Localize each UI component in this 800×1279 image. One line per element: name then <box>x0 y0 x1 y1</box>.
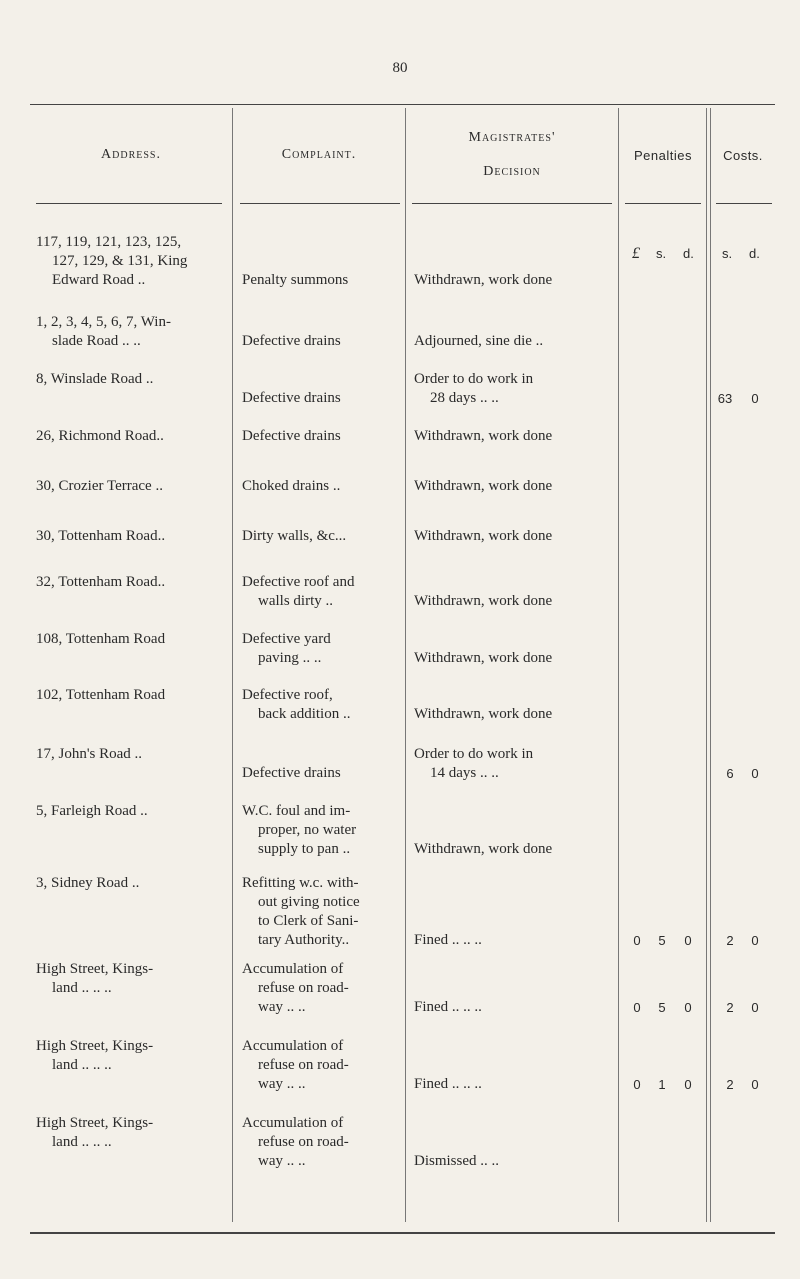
header-rule <box>36 203 222 204</box>
address-cell-line: 32, Tottenham Road.. <box>36 574 166 590</box>
complaint-cell-line: Choked drains .. <box>242 478 341 494</box>
complaint-cell-line: Dirty walls, &c... <box>242 528 347 544</box>
unit-shilling: s. <box>656 246 667 261</box>
complaint-cell <box>242 427 404 446</box>
complaint-cell-line: Defective drains <box>242 765 341 781</box>
decision-cell-line: Withdrawn, work done <box>414 272 553 288</box>
decision-cell <box>414 1152 614 1171</box>
costs-pence: 0 <box>751 391 759 406</box>
address-cell-line: 1, 2, 3, 4, 5, 6, 7, Win- <box>36 314 171 330</box>
address-cell <box>36 573 232 592</box>
address-cell <box>36 874 232 893</box>
complaint-cell-line: back addition .. <box>258 706 351 722</box>
header-decision-line1: Magistrates' <box>468 130 556 145</box>
decision-cell-line: Order to do work in <box>414 371 534 387</box>
decision-cell-line: 14 days .. .. <box>430 765 499 781</box>
address-cell-line: slade Road .. .. <box>52 333 141 349</box>
complaint-cell <box>242 477 404 496</box>
complaint-cell-line: Defective roof and <box>242 574 355 590</box>
address-cell-line: 8, Winslade Road .. <box>36 371 154 387</box>
decision-cell <box>414 427 614 446</box>
complaint-cell-line: Accumulation of <box>242 1115 344 1131</box>
decision-cell-line: Fined .. .. .. <box>414 932 482 948</box>
complaint-cell <box>242 389 404 408</box>
header-costs: Costs. <box>723 148 763 163</box>
decision-cell <box>414 332 614 351</box>
decision-cell <box>414 998 614 1017</box>
decision-cell-line: Withdrawn, work done <box>414 841 553 857</box>
header-decision-line2: Decision <box>483 164 541 179</box>
penalty-pence: 0 <box>684 1000 692 1015</box>
decision-cell <box>414 1075 614 1094</box>
complaint-cell-line: Defective roof, <box>242 687 333 703</box>
complaint-cell <box>242 573 404 611</box>
address-cell <box>36 630 232 649</box>
decision-cell-line: Dismissed .. .. <box>414 1153 500 1169</box>
unit-pound: £ <box>632 245 640 262</box>
address-cell-line: High Street, Kings- <box>36 1115 154 1131</box>
table-top-rule <box>30 104 775 105</box>
complaint-cell-line: W.C. foul and im- <box>242 803 351 819</box>
column-divider <box>232 108 233 1222</box>
complaint-cell-line: tary Authority.. <box>258 932 350 948</box>
address-cell <box>36 745 232 764</box>
decision-cell-line: Withdrawn, work done <box>414 706 553 722</box>
header-rule <box>716 203 772 204</box>
complaint-cell-line: Defective drains <box>242 428 341 444</box>
decision-cell <box>414 370 614 408</box>
header-complaint: Complaint. <box>281 147 357 162</box>
decision-cell <box>414 527 614 546</box>
complaint-cell <box>242 271 404 290</box>
penalty-shillings: 5 <box>658 1000 666 1015</box>
decision-cell-line: 28 days .. .. <box>430 390 499 406</box>
costs-pence: 0 <box>751 933 759 948</box>
penalty-shillings: 1 <box>658 1077 666 1092</box>
penalty-pounds: 0 <box>633 1000 641 1015</box>
column-divider <box>710 108 711 1222</box>
penalty-pence: 0 <box>684 1077 692 1092</box>
complaint-cell-line: Defective drains <box>242 333 341 349</box>
decision-cell <box>414 931 614 950</box>
header-rule <box>240 203 400 204</box>
costs-shillings: 63 <box>717 391 733 406</box>
complaint-cell <box>242 1114 404 1171</box>
address-cell-line: 3, Sidney Road .. <box>36 875 140 891</box>
page-number: 80 <box>392 60 408 76</box>
address-cell <box>36 1114 232 1152</box>
complaint-cell-line: refuse on road- <box>258 980 349 996</box>
complaint-cell <box>242 527 404 546</box>
header-rule <box>412 203 612 204</box>
table-bottom-rule <box>30 1232 775 1234</box>
complaint-cell-line: out giving notice <box>258 894 360 910</box>
decision-cell <box>414 840 614 859</box>
complaint-cell-line: refuse on road- <box>258 1134 349 1150</box>
unit-costs-pence: d. <box>749 246 760 261</box>
decision-cell <box>414 649 614 668</box>
complaint-cell-line: Accumulation of <box>242 1038 344 1054</box>
address-cell-line: land .. .. .. <box>52 1134 112 1150</box>
complaint-cell-line: way .. .. <box>258 1076 306 1092</box>
costs-pence: 0 <box>751 1077 759 1092</box>
address-cell <box>36 427 232 446</box>
complaint-cell-line: Defective drains <box>242 390 341 406</box>
address-cell <box>36 527 232 546</box>
complaint-cell <box>242 874 404 950</box>
decision-cell <box>414 271 614 290</box>
decision-cell-line: Withdrawn, work done <box>414 528 553 544</box>
penalty-shillings: 5 <box>658 933 666 948</box>
unit-pence: d. <box>683 246 694 261</box>
decision-cell-line: Order to do work in <box>414 746 534 762</box>
decision-cell-line: Fined .. .. .. <box>414 999 482 1015</box>
complaint-cell-line: Accumulation of <box>242 961 344 977</box>
penalty-pence: 0 <box>684 933 692 948</box>
address-cell-line: 30, Tottenham Road.. <box>36 528 166 544</box>
complaint-cell-line: paving .. .. <box>258 650 322 666</box>
address-cell-line: 26, Richmond Road.. <box>36 428 164 444</box>
decision-cell-line: Adjourned, sine die .. <box>414 333 544 349</box>
costs-pence: 0 <box>751 1000 759 1015</box>
complaint-cell-line: to Clerk of Sani- <box>258 913 359 929</box>
complaint-cell-line: supply to pan .. <box>258 841 351 857</box>
penalty-pounds: 0 <box>633 933 641 948</box>
header-rule <box>625 203 701 204</box>
decision-cell <box>414 705 614 724</box>
costs-shillings: 6 <box>726 766 734 781</box>
address-cell-line: land .. .. .. <box>52 980 112 996</box>
complaint-cell-line: Refitting w.c. with- <box>242 875 359 891</box>
complaint-cell-line: proper, no water <box>258 822 357 838</box>
decision-cell-line: Withdrawn, work done <box>414 650 553 666</box>
complaint-cell <box>242 686 404 724</box>
decision-cell-line: Withdrawn, work done <box>414 478 553 494</box>
costs-pence: 0 <box>751 766 759 781</box>
address-cell-line: 30, Crozier Terrace .. <box>36 478 163 494</box>
header-address: Address. <box>101 147 161 162</box>
address-cell-line: 102, Tottenham Road <box>36 687 166 703</box>
address-cell-line: High Street, Kings- <box>36 961 154 977</box>
address-cell <box>36 233 232 290</box>
decision-cell-line: Withdrawn, work done <box>414 593 553 609</box>
decision-cell-line: Withdrawn, work done <box>414 428 553 444</box>
address-cell <box>36 477 232 496</box>
address-cell-line: land .. .. .. <box>52 1057 112 1073</box>
decision-cell <box>414 745 614 783</box>
complaint-cell <box>242 332 404 351</box>
costs-shillings: 2 <box>726 1077 734 1092</box>
unit-costs-shilling: s. <box>722 246 733 261</box>
complaint-cell-line: way .. .. <box>258 999 306 1015</box>
address-cell-line: 108, Tottenham Road <box>36 631 166 647</box>
complaint-cell-line: Defective yard <box>242 631 331 647</box>
address-cell <box>36 1037 232 1075</box>
decision-cell-line: Fined .. .. .. <box>414 1076 482 1092</box>
address-cell-line: 127, 129, & 131, King <box>52 253 188 269</box>
column-divider <box>618 108 619 1222</box>
penalty-pounds: 0 <box>633 1077 641 1092</box>
complaint-cell-line: way .. .. <box>258 1153 306 1169</box>
address-cell-line: 5, Farleigh Road .. <box>36 803 148 819</box>
address-cell <box>36 313 232 351</box>
decision-cell <box>414 477 614 496</box>
address-cell <box>36 686 232 705</box>
costs-shillings: 2 <box>726 1000 734 1015</box>
address-cell <box>36 802 232 821</box>
complaint-cell-line: walls dirty .. <box>258 593 333 609</box>
address-cell-line: High Street, Kings- <box>36 1038 154 1054</box>
address-cell-line: Edward Road .. <box>52 272 146 288</box>
complaint-cell-line: refuse on road- <box>258 1057 349 1073</box>
complaint-cell <box>242 1037 404 1094</box>
complaint-cell <box>242 630 404 668</box>
complaint-cell <box>242 960 404 1017</box>
column-divider <box>405 108 406 1222</box>
complaint-cell <box>242 764 404 783</box>
address-cell-line: 117, 119, 121, 123, 125, <box>36 234 182 250</box>
address-cell-line: 17, John's Road .. <box>36 746 143 762</box>
address-cell <box>36 960 232 998</box>
complaint-cell-line: Penalty summons <box>242 272 349 288</box>
column-divider <box>706 108 707 1222</box>
complaint-cell <box>242 802 404 859</box>
address-cell <box>36 370 232 389</box>
decision-cell <box>414 592 614 611</box>
costs-shillings: 2 <box>726 933 734 948</box>
header-penalties: Penalties <box>634 148 692 163</box>
